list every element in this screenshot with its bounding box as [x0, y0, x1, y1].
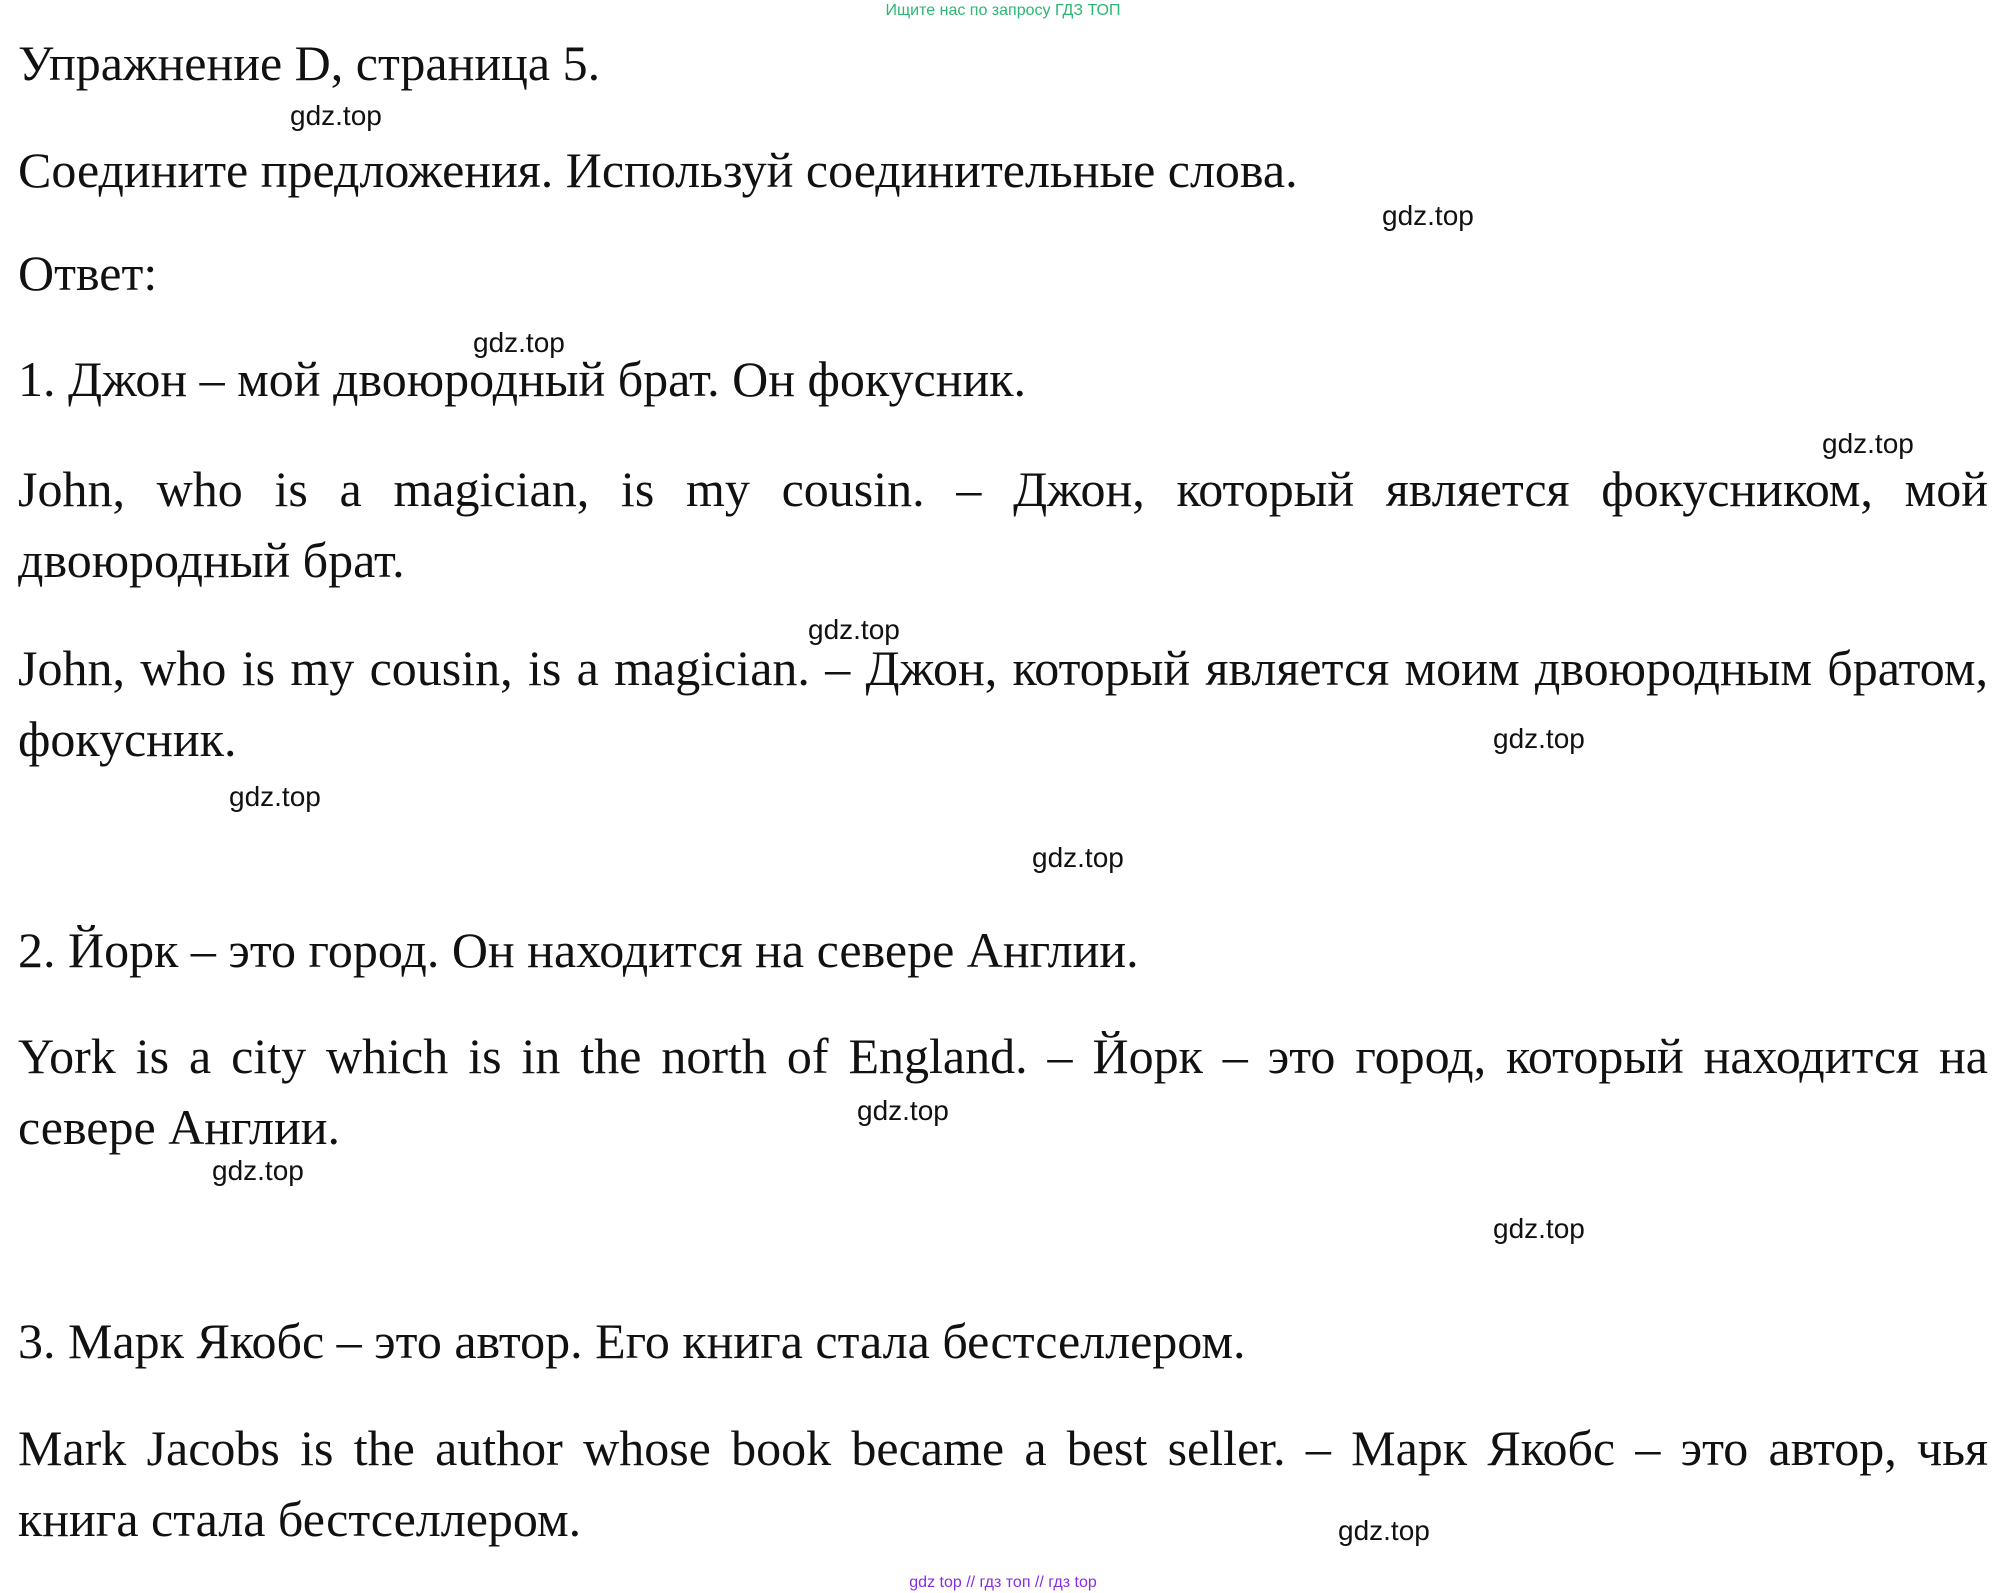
page-heading: Упражнение D, страница 5.: [18, 35, 601, 91]
answer-1b: John, who is my cousin, is a magician. – Джон, который является моим двоюродным братом, фокусник.: [18, 640, 1988, 767]
watermark: gdz.top: [1032, 842, 1124, 873]
watermark: gdz.top: [212, 1155, 304, 1186]
watermark: gdz.top: [290, 100, 382, 131]
answer-2a: York is a city which is in the north of England. – Йорк – это город, который находится на севере Англии.: [18, 1028, 1988, 1155]
watermark: gdz.top: [1822, 428, 1914, 459]
watermark: gdz.top: [1382, 200, 1474, 231]
instruction-text: Соедините предложения. Используй соединительные слова.: [18, 142, 1298, 198]
top-banner: Ищите нас по запросу ГДЗ ТОП: [885, 2, 1121, 19]
task-2: 2. Йорк – это город. Он находится на севере Англии.: [18, 922, 1139, 978]
watermark: gdz.top: [808, 614, 900, 645]
watermark: gdz.top: [1493, 723, 1585, 754]
bottom-banner: gdz top // гдз топ // гдз top: [909, 1574, 1097, 1591]
watermark: gdz.top: [1493, 1213, 1585, 1244]
answer-3a: Mark Jacobs is the author whose book became a best seller. – Марк Якобс – это автор, чья книга стала бестселлером.: [18, 1420, 1988, 1547]
task-3: 3. Марк Якобс – это автор. Его книга стала бестселлером.: [18, 1313, 1246, 1369]
watermark: gdz.top: [229, 781, 321, 812]
watermark: gdz.top: [857, 1095, 949, 1126]
task-1: 1. Джон – мой двоюродный брат. Он фокусник.: [18, 351, 1027, 407]
answer-label: Ответ:: [18, 245, 158, 301]
watermark: gdz.top: [473, 327, 565, 358]
watermark: gdz.top: [1338, 1515, 1430, 1546]
answer-1a: John, who is a magician, is my cousin. – Джон, который является фокусником, мой двоюродный брат.: [18, 461, 1988, 588]
